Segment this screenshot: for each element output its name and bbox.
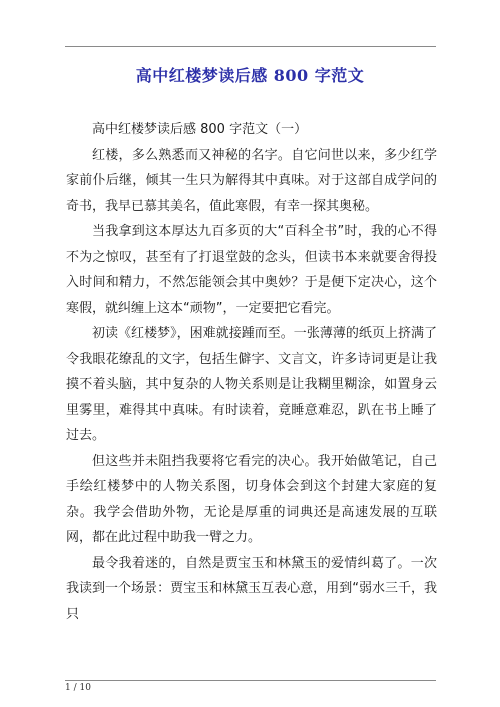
subtitle-paragraph: 高中红楼梦读后感 800 字范文（一） — [92, 122, 308, 137]
body-paragraph: 当我拿到这本厚达九百多页的大“百科全书”时，我的心不得不为之惊叹，甚至有了打退堂鼓的念头，但读书本来就要舍得投入时间和精力，不然怎能领会其中奥妙？于是便下定决心，这个寒假，就纠缠上这本“顽物”，一定要把它看完。 — [66, 224, 437, 316]
body-paragraph: 但这些并未阻挡我要将它看完的决心。我开始做笔记，自己手绘红楼梦中的人物关系图，切身体会到这个封建大家庭的复杂。我学会借助外物，无论是厚重的词典还是高速发展的互联网，都在此过程中助我一臂之力。 — [66, 453, 437, 545]
body-paragraph: 初读《红楼梦》，困难就接踵而至。一张薄薄的纸页上挤满了令我眼花缭乱的文字，包括生僻字、文言文，许多诗词更是让我摸不着头脑，其中复杂的人物关系则是让我糊里糊涂，如置身云里雾里，难得其中真味。有时读着，竟睡意难忍，趴在书上睡了过去。 — [66, 326, 437, 443]
document-body — [66, 117, 437, 627]
document-title: 高中红楼梦读后感 800 字范文 — [135, 66, 365, 85]
body-paragraph: 红楼，多么熟悉而又神秘的名字。自它问世以来，多少红学家前仆后继，倾其一生只为解得其中真味。对于这部自成学问的奇书，我早已慕其美名，值此寒假，有幸一探其奥秘。 — [66, 147, 437, 214]
page-number: 1 / 10 — [65, 683, 91, 693]
body-paragraph: 最令我着迷的，自然是贾宝玉和林黛玉的爱情纠葛了。一次我读到一个场景：贾宝玉和林黛玉互表心意，用到“弱水三千，我只 — [66, 555, 437, 622]
header-rule — [65, 46, 436, 47]
footer-rule — [65, 680, 436, 681]
